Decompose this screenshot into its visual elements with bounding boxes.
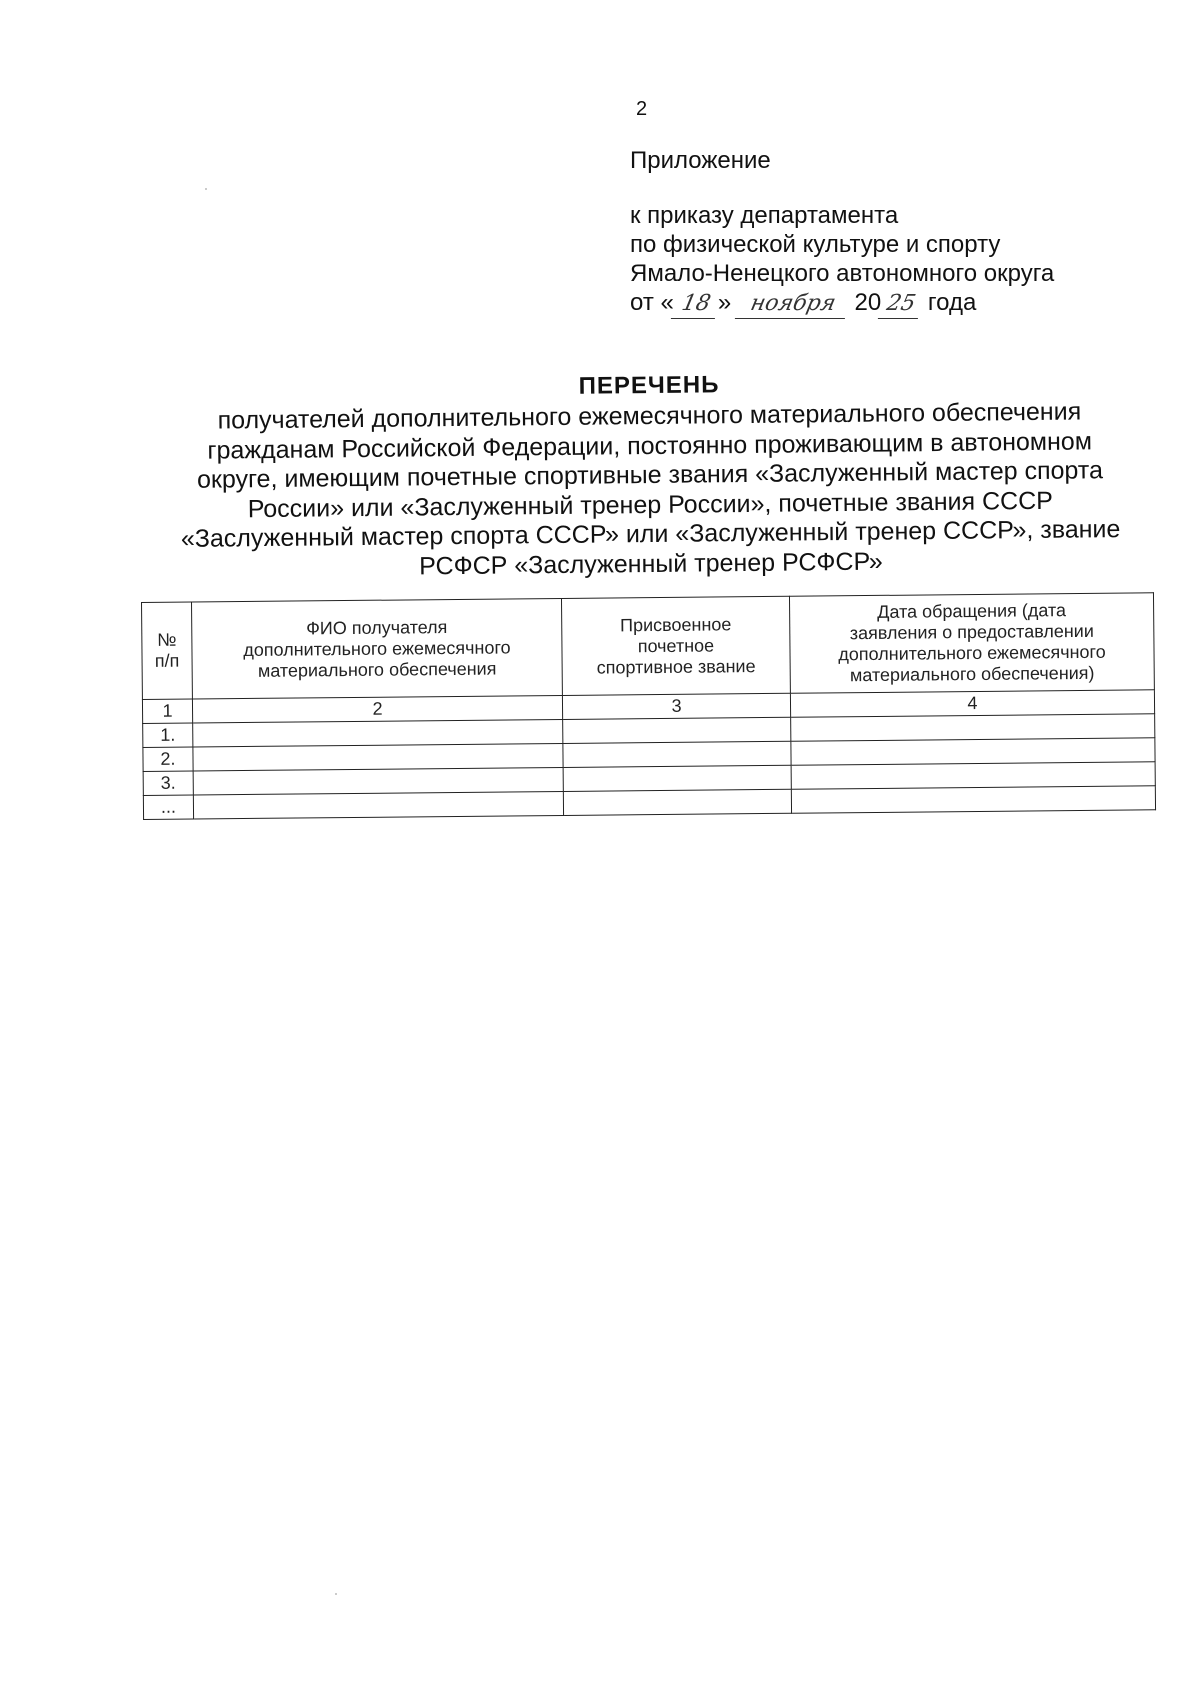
header-application-date: Дата обращения (дата заявления о предоставлении дополнительного ежемесячного материального обеспечения) [789,593,1154,693]
subtitle-line: округе, имеющим почетные спортивные звания «Заслуженный мастер спорта [196,456,1104,494]
subtitle-line: России» или «Заслуженный тренер России», почетные звания СССР [247,486,1054,523]
table-cell [193,791,563,819]
column-number: 1 [142,699,192,723]
handwritten-year: 25 [878,289,924,319]
scan-speck [205,188,207,190]
table-cell [563,765,791,791]
date-prefix: от « [630,289,674,316]
table-cell [193,743,563,771]
subtitle-line: РСФСР «Заслуженный тренер РСФСР» [419,547,883,580]
appendix-label: Приложение [630,147,771,174]
date-sep: » [717,289,732,316]
handwritten-month: ноября [735,289,851,319]
header-full-name: ФИО получателя дополнительного ежемесячного материального обеспечения [192,598,563,699]
appendix-block [630,146,1054,319]
header-number: № п/п [142,602,193,699]
table-cell [563,789,791,815]
recipients-table [141,592,1156,820]
row-number: 1. [143,723,193,747]
scan-speck [335,1593,337,1595]
order-date [630,288,1054,319]
date-suffix: года [927,289,977,316]
appendix-line: по физической культуре и спорту [630,231,1001,258]
document-subtitle [149,397,1151,584]
year-prefix: 20 [854,289,882,316]
table-cell [193,767,563,795]
column-number: 4 [790,690,1154,717]
recipients-table-wrapper [141,592,1155,820]
header-title: Присвоенное почетное спортивное звание [561,596,790,695]
column-number: 2 [192,695,562,723]
appendix-line: к приказу департамента [630,202,899,229]
table-header-row [142,593,1155,700]
table-cell [791,714,1155,741]
table-cell [563,717,791,743]
page-number: 2 [636,98,648,120]
handwritten-day: 18 [671,289,721,319]
table-cell [791,762,1155,789]
row-number: 3. [143,771,193,795]
subtitle-line: «Заслуженный мастер спорта СССР» или «Заслуженный тренер СССР», звание [180,515,1121,553]
document-title: ПЕРЕЧЕНЬ [578,371,720,400]
table-cell [791,738,1155,765]
appendix-line: Ямало-Ненецкого автономного округа [630,260,1055,287]
row-number: 2. [143,747,193,771]
subtitle-line: получателей дополнительного ежемесячного материального обеспечения [217,397,1082,435]
column-number: 3 [562,693,790,719]
table-cell [791,786,1155,813]
table-cell [563,741,791,767]
table-cell [193,719,563,747]
subtitle-line: гражданам Российской Федерации, постоянно проживающим в автономном [207,426,1093,465]
row-number: ... [143,795,193,819]
document-heading [149,367,1151,584]
